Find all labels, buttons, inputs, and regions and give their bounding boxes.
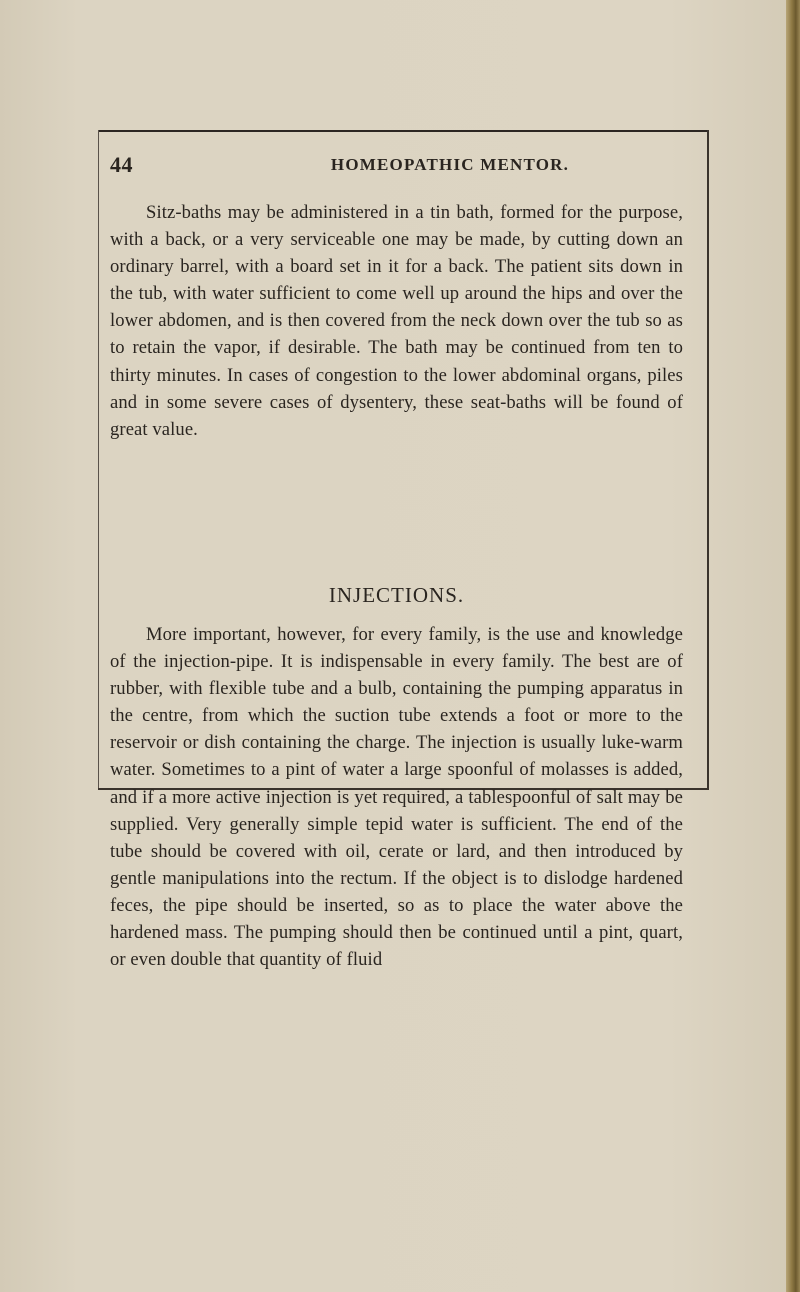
section-heading-injections: INJECTIONS.: [328, 583, 465, 607]
book-spine-edge: [786, 0, 800, 1292]
paragraph-sitz-baths: Sitz-baths may be administered in a tin bath, formed for the purpose, with a back, or a very serviceable one may be made, by cutting down an ordinary barrel, with a board set in it for a back. The patient sits down in the tub, with water sufficient to come well up around the hips and over the lower abdomen, and is then covered from the neck down over the tub so as to retain the vapor, if desirable. The bath may be continued from ten to thirty minutes. In cases of congestion to the lower abdominal organs, piles and in some severe cases of dysentery, these seat-baths will be found of great value.: [110, 202, 683, 440]
page-frame-right-rule: [707, 130, 709, 790]
page-number: 44: [110, 152, 133, 177]
page-frame-top-rule: [98, 130, 708, 132]
paragraph-injections: More important, however, for every family, is the use and knowledge of the injection-pipe. It is indispensable in every family. The best are of rubber, with flexible tube and a bulb, containing the pumping apparatus in the centre, from which the suction tube extends a foot or more to the reservoir or dish containing the charge. The injection is usually luke-warm water. Sometimes to a pint of water a large spoonful of molasses is added, and if a more active injection is yet required, a tablespoonful of salt may be supplied. Very generally simple tepid water is sufficient. The end of the tube should be covered with oil, cerate or lard, and then introduced by gentle manipulations into the rectum. If the object is to dislodge hardened feces, the pipe should be inserted, so as to place the water above the hardened mass. The pumping should then be continued until a pint, quart, or even double that quantity of fluid: [110, 624, 683, 971]
page-header: [110, 150, 700, 180]
running-head: HOMEOPATHIC MENTOR.: [330, 155, 570, 174]
page-frame-left-rule: [98, 130, 99, 790]
